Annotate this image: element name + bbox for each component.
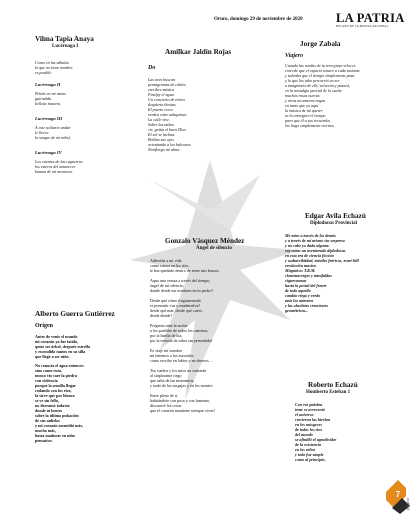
poem-origen-stanza-1: Antes de venir el mundo mi corazón ya fue latido, quise ser árbol, después estrella y escondido tantos en su silla que llegó a ser niño. (35, 334, 91, 359)
page-label: página (405, 497, 410, 510)
poem-lucernaga-2: Pétalo en mi mano guirnalda belleza inaxera. (35, 91, 66, 106)
author-edgar-avila: Edgar Avila Echazú (305, 212, 366, 220)
poem-diplodocus: Me miro a través de los demás y a través de mí mismo sin sorpresa y no cabe yo duda alguna: soy como un aventurado diplodocus en esta era de ciencia ficción y sudracribtidad, móviles feéricos, zvart-hill revolución masiva Múgnitcos T.R.M. clonemacerges y minifaldas ciguevasmas hasta la postal del frente de todo aquello cambio riego y verdo ante los mimetos y las obsoletas creaciones geométricas... (285, 233, 359, 313)
award-lucernaga: Lucérnaga I (52, 44, 79, 49)
newspaper-tagline: DECANO DE LA PRENSA NACIONAL (336, 25, 389, 28)
poem-lucernaga-3: A este solitario andar le lleeve la sangre de mi niña). (35, 125, 71, 140)
author-vilma-tapia: Vilma Tapia Anaya (35, 35, 94, 43)
heading-lucernaga-4: Lucérnaga IV (35, 150, 62, 155)
heading-lucernaga-2: Lucérnaga II (35, 82, 61, 87)
poem-title-do: Do (148, 65, 156, 71)
poem-homberto-esteban: Con ese palabra teme se acrecentó el universo crecieron las hierbas en los músgeces de todos los ríos del mundo se afinilló el agradicidar de la existencia en los niños y todo fue simple como al principio. (295, 402, 337, 462)
page-number: 7 (395, 490, 401, 499)
poem-title-angel-de-silencio: Ángel de silencio (196, 246, 232, 251)
poem-do: Las aves buscan pentagramas de cables escribes música Finelpy el agua. Un concierto de trinos despierta thestas. El puerto crece verdea entre aduquines. La calle vive. Sobre las unhas ríe, gotita el buen Dios El sol se inclina. Brillan sus ojos orientando a los halcones. Nonflorgo mi alma. (148, 77, 192, 152)
author-jorge-zabala: Jorge Zabala (300, 40, 341, 48)
poem-angel-de-silencio: Adherida a mi vida como rumor en los ríos, te has quedado dentro de entre mis brazos. Aqua una ceniza a través del tiempo, ángel de mi silencio, donde desde me nombres en tu pecho? Desde qué ritmo frugamentado es presentir vas y mudemelva? desde qué mar, desde qué cueto, desde dónde? Pregunto ante la noche a los posibles de todos los caminos, por la huella de luz, por la esencia de sabor tan presentida! Es viaje mi nombro mi tenemos a los aurorales como escribo en labios y en dressos ... Tus sueños y los míos no contarán al sinplorante riego que salta de tus momentos, y nado de las sorgajas y en los montes Entre pleno de ti, habitándote con posa y con lumento, discurriré los cosas que el corazón mantiene siempre vivas! (150, 258, 220, 413)
author-alberto-guerra: Alberto Guerra Gutiérrez (35, 310, 115, 318)
poem-lucernaga-4: Los cuentos de las ruguerras los estrcos del amanecer baman de mi memoria. (35, 159, 83, 174)
poem-origen-stanza-2: No conocía el agua entonces sino como ruta, nunca vio caer la piedra con violencia porque la semilla llegar rodando con los ríos; la sirve que por blanco se ve sin fella, no derramó todavía donde ni brotes sobre la última pulsación de sus anhelos y mi corazón asemidió más, mucho más, hasta madurar en niño pensativo. (35, 363, 84, 443)
poem-lucernaga-1: Como en las sábulas lo que no tiene nombre es posible. (35, 60, 73, 75)
poem-title-origen: Origen (35, 323, 53, 329)
poem-title-homberto-esteban: Homberto Esteban 1 (306, 390, 351, 395)
dateline: Oruro, domingo 29 de noviembre de 2020 (214, 17, 303, 22)
poem-title-diplodocus: Diplodocus Provincial (310, 221, 357, 226)
poem-title-viajero: Viajero (285, 53, 304, 59)
heading-lucernaga-3: Lucérnaga III (35, 116, 63, 121)
author-gonzalo-vasquez: Gonzalo Vásquez Méndez (165, 237, 245, 245)
poem-viajero: Cuando las ruedas de tu tren giran veloces corcede que el espacio tenaro a cada instante y sabedas que el tiempo simplemente pasa y lo que los tubo percorrió en ser u imaginario de ellí, volverán y pasará, en la nostalgia parcial de la sueño muchos rosas nuevas y otras un amoros negas en tanto que yo aquí la música de mi querer se la entregaré el tiempo para que él a sus recuerdos los hago simplemente eternos. (285, 63, 360, 128)
author-roberto-echazu: Roberto Echazú (308, 381, 358, 389)
author-amilkar-jaldin: Amilkar Jaldín Rojas (165, 48, 232, 56)
newspaper-logo: LA PATRIA (336, 11, 405, 25)
